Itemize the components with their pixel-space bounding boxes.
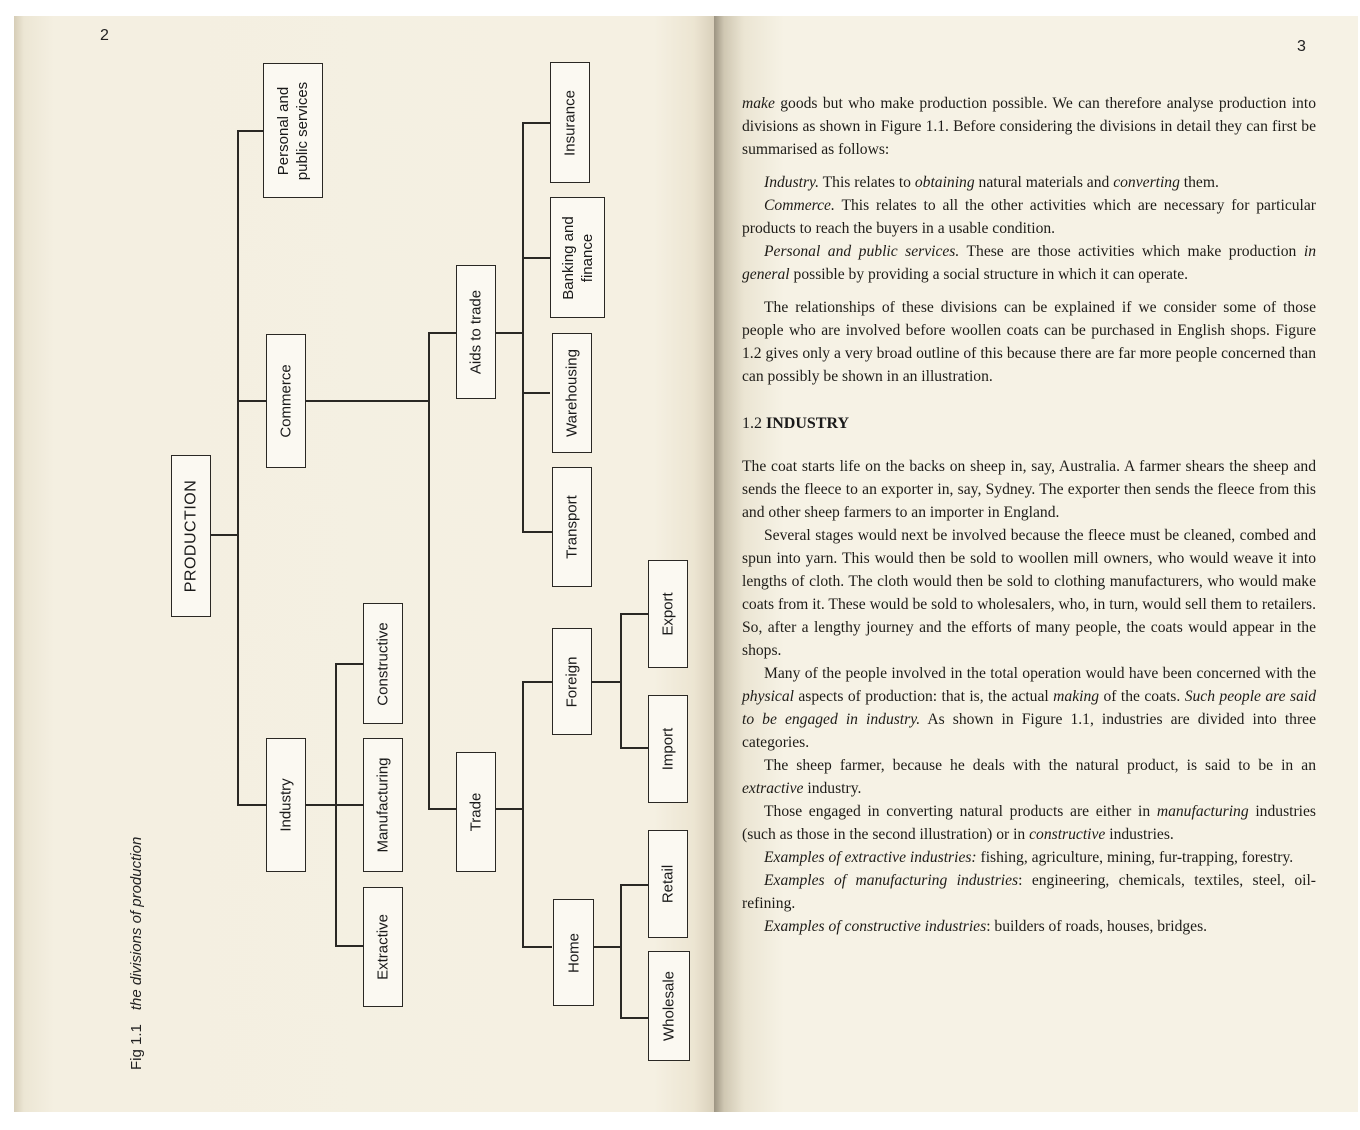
box-insurance-label: Insurance xyxy=(561,89,579,156)
connector-wholesale xyxy=(620,1017,648,1019)
paragraph-intro: make goods but who make production possible. We can therefore analyse production into divisions as shown in Figure 1.1. Before considering the divisions in detail they can first be summarised as follows: xyxy=(742,95,1316,158)
connector-extractive xyxy=(335,945,363,947)
connector-personal xyxy=(237,130,263,132)
paragraph-stages: Several stages would next be involved because the fleece must be cleaned, combed and spun into yarn. This would then be sold to woollen mill owners, who would weave it into lengths of cloth. The cloth would then be sold to clothing manufacturers, who would make coats from it. These would be sold to wholesalers, who, in turn, would sell them to retailers. So, after a lengthy journey and the efforts of many people, the coats would appear in the shops. xyxy=(742,527,1316,659)
box-production xyxy=(171,455,211,617)
box-commerce-label: Commerce xyxy=(277,364,295,438)
box-foreign xyxy=(552,628,592,735)
box-industry-label: Industry xyxy=(277,778,295,832)
box-production-label: PRODUCTION xyxy=(182,479,200,593)
connector-manufacturing xyxy=(335,804,363,806)
box-trade xyxy=(456,752,496,872)
connector-industry-out xyxy=(306,804,336,806)
box-aids-to-trade-label: Aids to trade xyxy=(467,289,485,375)
connector-foreign-out xyxy=(591,681,621,683)
box-personal-public-services xyxy=(263,63,323,198)
box-home xyxy=(553,899,594,1006)
figure-title: the divisions of production xyxy=(128,836,145,1011)
figure-caption xyxy=(128,837,145,1070)
home-branch-line xyxy=(620,884,622,1018)
connector-aids xyxy=(428,332,456,334)
box-import xyxy=(648,695,688,803)
box-personal-public-label: Personal and public services xyxy=(275,81,311,180)
box-banking-finance-label: Banking and finance xyxy=(559,215,596,300)
box-banking-finance xyxy=(550,197,605,318)
paragraph-examples-manufacturing: Examples of manufacturing industries: engineering, chemicals, textiles, steel, oil-refining. xyxy=(742,872,1317,912)
box-warehousing-label: Warehousing xyxy=(563,349,581,437)
page-number-left: 2 xyxy=(100,27,109,44)
connector-commerce-out xyxy=(306,400,429,402)
connector-home-out xyxy=(594,946,621,948)
connector-warehousing xyxy=(522,392,550,394)
box-foreign-label: Foreign xyxy=(563,656,581,707)
paragraph-personal-definition: Personal and public services. These are those activities which make production in general possible by providing a social structure in which it can operate. xyxy=(742,243,1316,283)
page-number-right: 3 xyxy=(1297,38,1306,55)
body-text xyxy=(742,92,1316,938)
connector-retail xyxy=(620,884,648,886)
paragraph-examples-constructive: Examples of constructive industries: builders of roads, houses, bridges. xyxy=(764,918,1208,935)
box-manufacturing xyxy=(363,738,403,872)
connector-foreign xyxy=(522,681,552,683)
figure-label: Fig 1.1 xyxy=(128,1024,145,1070)
box-export-label: Export xyxy=(659,592,677,636)
trunk-line xyxy=(237,130,239,805)
connector-industry-in xyxy=(237,804,267,806)
section-heading: 1.2 INDUSTRY xyxy=(742,415,850,432)
connector-transport xyxy=(522,531,552,533)
connector-home xyxy=(522,946,552,948)
box-export xyxy=(648,560,688,668)
paragraph-sheep-farmer: The sheep farmer, because he deals with the natural product, is said to be in an extractive industry. xyxy=(742,757,1316,797)
paragraph-examples-extractive: Examples of extractive industries: fishing, agriculture, mining, fur-trapping, forestry. xyxy=(764,849,1294,866)
paragraph-converting: Those engaged in converting natural products are either in manufacturing industries (such as those in the second illustration) or in constructive industries. xyxy=(742,803,1316,843)
paragraph-industry-definition: Industry. This relates to obtaining natural materials and converting them. xyxy=(764,174,1219,191)
box-constructive-label: Constructive xyxy=(374,621,392,706)
connector-production xyxy=(210,534,238,536)
box-extractive-label: Extractive xyxy=(374,914,392,980)
paragraph-commerce-definition: Commerce. This relates to all the other activities which are necessary for particular products to reach the buyers in a usable condition. xyxy=(742,197,1316,237)
box-transport xyxy=(552,467,592,587)
paragraph-relationships: The relationships of these divisions can be explained if we consider some of those people who are involved before woollen coats can be purchased in English shops. Figure 1.2 gives only a very broad outline of this because there are far more people concerned than can possibly be shown in an illustration. xyxy=(742,299,1316,385)
connector-export xyxy=(620,613,648,615)
box-trade-label: Trade xyxy=(467,792,485,832)
aids-branch-line xyxy=(522,122,524,532)
box-aids-to-trade xyxy=(456,265,496,399)
foreign-branch-line xyxy=(620,613,622,748)
box-warehousing xyxy=(552,333,592,453)
box-manufacturing-label: Manufacturing xyxy=(374,757,392,853)
connector-banking xyxy=(522,257,550,259)
box-wholesale xyxy=(648,951,690,1061)
box-import-label: Import xyxy=(659,727,677,771)
box-retail-label: Retail xyxy=(659,864,677,904)
trade-branch-line xyxy=(522,681,524,947)
box-commerce xyxy=(266,334,306,468)
connector-insurance xyxy=(522,122,550,124)
box-constructive xyxy=(363,603,403,724)
connector-trade-out xyxy=(495,808,523,810)
box-insurance xyxy=(550,62,590,183)
paragraph-coat: The coat starts life on the backs on sheep in, say, Australia. A farmer shears the sheep and sends the fleece to an exporter in, say, Sydney. The exporter then sends the fleece from this and other sheep farmers to an importer in England. xyxy=(742,458,1316,521)
commerce-branch-line xyxy=(428,332,430,810)
connector-aids-out xyxy=(495,332,523,334)
connector-trade xyxy=(428,808,456,810)
box-home-label: Home xyxy=(565,932,582,973)
box-retail xyxy=(648,830,688,938)
box-industry xyxy=(266,738,306,872)
paragraph-many-people: Many of the people involved in the total operation would have been concerned with the physical aspects of production: that is, the actual making of the coats. Such people are said to be engaged in industry. As shown in Figure 1.1, industries are divided into three categories. xyxy=(742,665,1317,751)
connector-commerce-in xyxy=(237,400,267,402)
connector-import xyxy=(620,747,648,749)
box-transport-label: Transport xyxy=(563,495,581,559)
connector-constructive xyxy=(335,663,363,665)
box-wholesale-label: Wholesale xyxy=(660,970,678,1042)
box-extractive xyxy=(363,887,403,1007)
